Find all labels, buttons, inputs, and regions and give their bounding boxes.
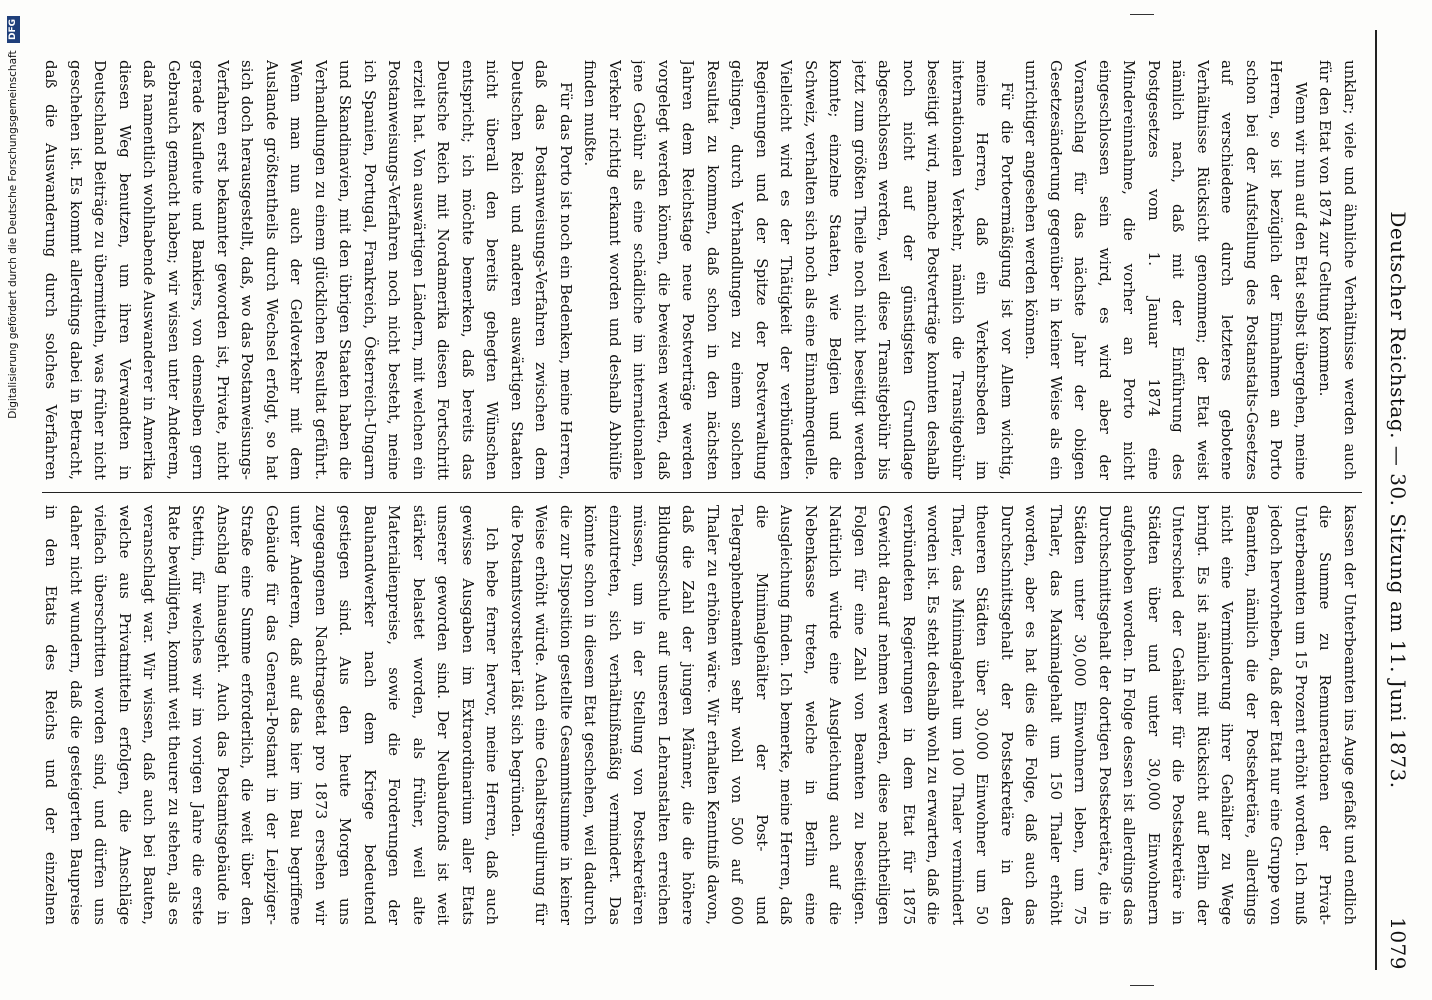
right-column xyxy=(42,505,1362,925)
right-paragraph: Ich hebe ferner hervor, meine Herren, daß auch gewisse Ausgaben im Extraordinarium aller Etats unserer geworden sind. Der Neubaufonds ist weit stärker belastet worden, als früher, weil alte Materialienpreise, sowie die Forderungen der Bauhandwerker nach dem Kriege bedeutend gestiegen sind. Aus den heute Morgen uns zugegangenen Nachtragsetat pro 1873 ersehen wir unter Anderem, daß auf das hier im Bau begriffene Gebäude für das General-Postamt in der Leipziger-Straße eine Summe erforderlich, die weit über den Anschlag hinausgeht. Auch das Postamtsgebäude in Stettin, für welches wir im vorigen Jahre die erste Rate bewilligten, kommt weit theurer zu stehen, als es veranschlagt war. Wir wissen, daß auch bei Bauten, welche aus Privatmitteln erfolgen, die Anschläge vielfach überschritten worden sind, und dürfen uns daher nicht wundern, daß die gesteigerten Baupreise in den Etats des Reichs und der einzelnen xyxy=(42,505,502,925)
digitization-strip xyxy=(0,0,20,1000)
left-paragraph: unklar; viele und ähnliche Verhältnisse werden auch für den Etat von 1874 zur Geltung kommen. xyxy=(1316,60,1359,480)
column-rule xyxy=(42,492,1362,493)
scan-edge-mark xyxy=(1130,14,1154,15)
left-paragraph: Wenn wir nun auf den Etat selbst übergehen, meine Herren, so ist bezüglich der Einnahmen an Porto schon bei der Aufstellung des Postanstalts-Gesetzes auf verschiedene durch letzteres gebotene Verhältnisse Rücksicht genommen; der Etat weist nämlich nach, daß mit der Einführung des Postgesetzes vom 1. Januar 1874 eine Mindereinnahme, die vorher an Porto nicht eingeschlossen sein wird, es wird aber der Voranschlag für das nächste Jahr der obigen Gesetzesänderung gegenüber in keiner Weise als ein unrichtiger angesehen werden können. xyxy=(1022,60,1310,480)
left-paragraph: Für die Portoermäßigung ist vor Allem wichtig, meine Herren, daß ein Verkehrsbeden im internationalen Verkehr, nämlich die Transitgebühr beseitigt wird, manche Postverträge konnten deshalb noch nicht auf der günstigsten Grundlage abgeschlossen werden, weil diese Transitgebühr bis jetzt zum größten Theile noch nicht beseitigt werden konnte; einzelne Staaten, wie Belgien und die Schweiz, verhalten sich noch als eine Einnahmequelle. Vielleicht wird es der Thätigkeit der verbündeten Regierungen und der Spitze der Postverwaltung gelingen, durch Verhandlungen zu einem solchen Resultat zu kommen, daß schon in den nächsten Jahren dem Reichstage neue Postverträge werden vorgelegt werden können, die beweisen werden, daß jene Gebühr als eine schädliche im internationalen Verkehr richtig erkannt worden und deshalb Abhülfe finden mußte. xyxy=(581,60,1016,480)
scan-edge-mark xyxy=(1130,985,1154,986)
digitization-notice-text: Digitalisierung gefördert durch die Deutsche Forschungsgemeinschaft xyxy=(7,50,19,419)
page-number: 1079 xyxy=(1386,917,1410,970)
right-paragraph: kassen der Unterbeamten ins Auge gefaßt und endlich die Summe zu Remunerationen der Privat-Unterbeamten um 15 Prozent erhöht worden. Ich muß jedoch hervorheben, daß der Etat nur eine Gruppe von Beamten, nämlich die der Postsekretäre, allerdings nicht eine Verminderung ihrer Gehälter zu Wege bringt. Es ist nämlich mit Rücksicht auf Berlin der Unterschied der Gehälter für die Postsekretäre in Städten über und unter 30,000 Einwohnern aufgehoben worden. In Folge dessen ist allerdings das Durchschnittsgehalt der dortigen Postsekretäre, die in Städten unter 30,000 Einwohnern leben, um 75 Thaler, das Maximalgehalt um 150 Thaler erhöht worden, aber es hat dies die Folge, daß auch das Durchschnittsgehalt der Postsekretäre in den theueren Städten über 30,000 Einwohner um 50 Thaler, das Minimalgehalt um 100 Thaler vermindert worden ist. Es steht deshalb wohl zu erwarten, daß die verbündeten Regierungen in dem Etat für 1875 Gewicht darauf nehmen werden, diese nachtheiligen Folgen für eine Zahl von Beamten zu beseitigen. Natürlich würde eine Ausgleichung auch auf die Nebenkasse treten, welche in Berlin eine Ausgleichung finden. Ich bemerke, meine Herren, daß die Minimalgehälter der Post- und Telegraphenbeamten sehr wohl von 500 auf 600 Thaler zu erhöhen wäre. Wir erhalten Kenntniß davon, daß die Zahl der jungen Männer, die die höhere Bildungsschule auf unseren Lehranstalten erreichen müssen, um in der Stellung von Postsekretären einzutreten, sich verhältnißmäßig vermindert. Das könnte schon in diesem Etat geschehen, weil dadurch die zur Disposition gestellte Gesammtsumme in keiner Weise erhöht würde. Auch eine Gehaltsregulirung für die Postamtsvorsteher läßt sich begründen. xyxy=(508,505,1359,925)
left-column xyxy=(42,60,1362,480)
running-head xyxy=(1380,30,1410,970)
left-paragraph: Für das Porto ist noch ein Bedenken, meine Herren, daß das Postanweisungs-Verfahren zwischen dem Deutschen Reich und anderen auswärtigen Staaten nicht überall den bereits gehegten Wünschen entspricht; ich möchte bemerken, daß bereits das Deutsche Reich mit Nordamerika diesen Fortschritt erzielt hat. Von auswärtigen Ländern, mit welchen ein Postanweisungs-Verfahren noch nicht besteht, meine ich Spanien, Portugal, Frankreich, Österreich-Ungarn und Skandinavien, mit den übrigen Staaten haben die Verhandlungen zu einem glücklichen Resultat geführt. Wenn man nun auch der Geldverkehr mit dem Auslande größtentheils durch Wechsel erfolgt, so hat sich doch herausgestellt, daß, wo das Postanweisungs-Verfahren erst bekannter geworden ist, Private, nicht gerade Kaufleute und Bankiers, von demselben gern Gebrauch gemacht haben; wir wissen unter Anderem, daß namentlich wohlhabende Auswanderer in Amerika diesen Weg benutzen, um ihren Verwandten in Deutschland Beiträge zu übermitteln, was früher nicht geschehen ist. Es kommt allerdings dabei in Betracht, daß die Auswanderung durch solches Verfahren xyxy=(42,60,575,480)
dfg-logo: DFG xyxy=(7,16,20,43)
digitization-notice xyxy=(3,16,23,996)
running-title: Deutscher Reichstag. — 30. Sitzung am 11. Juni 1873. xyxy=(1386,211,1410,789)
header-rule xyxy=(1375,30,1377,970)
